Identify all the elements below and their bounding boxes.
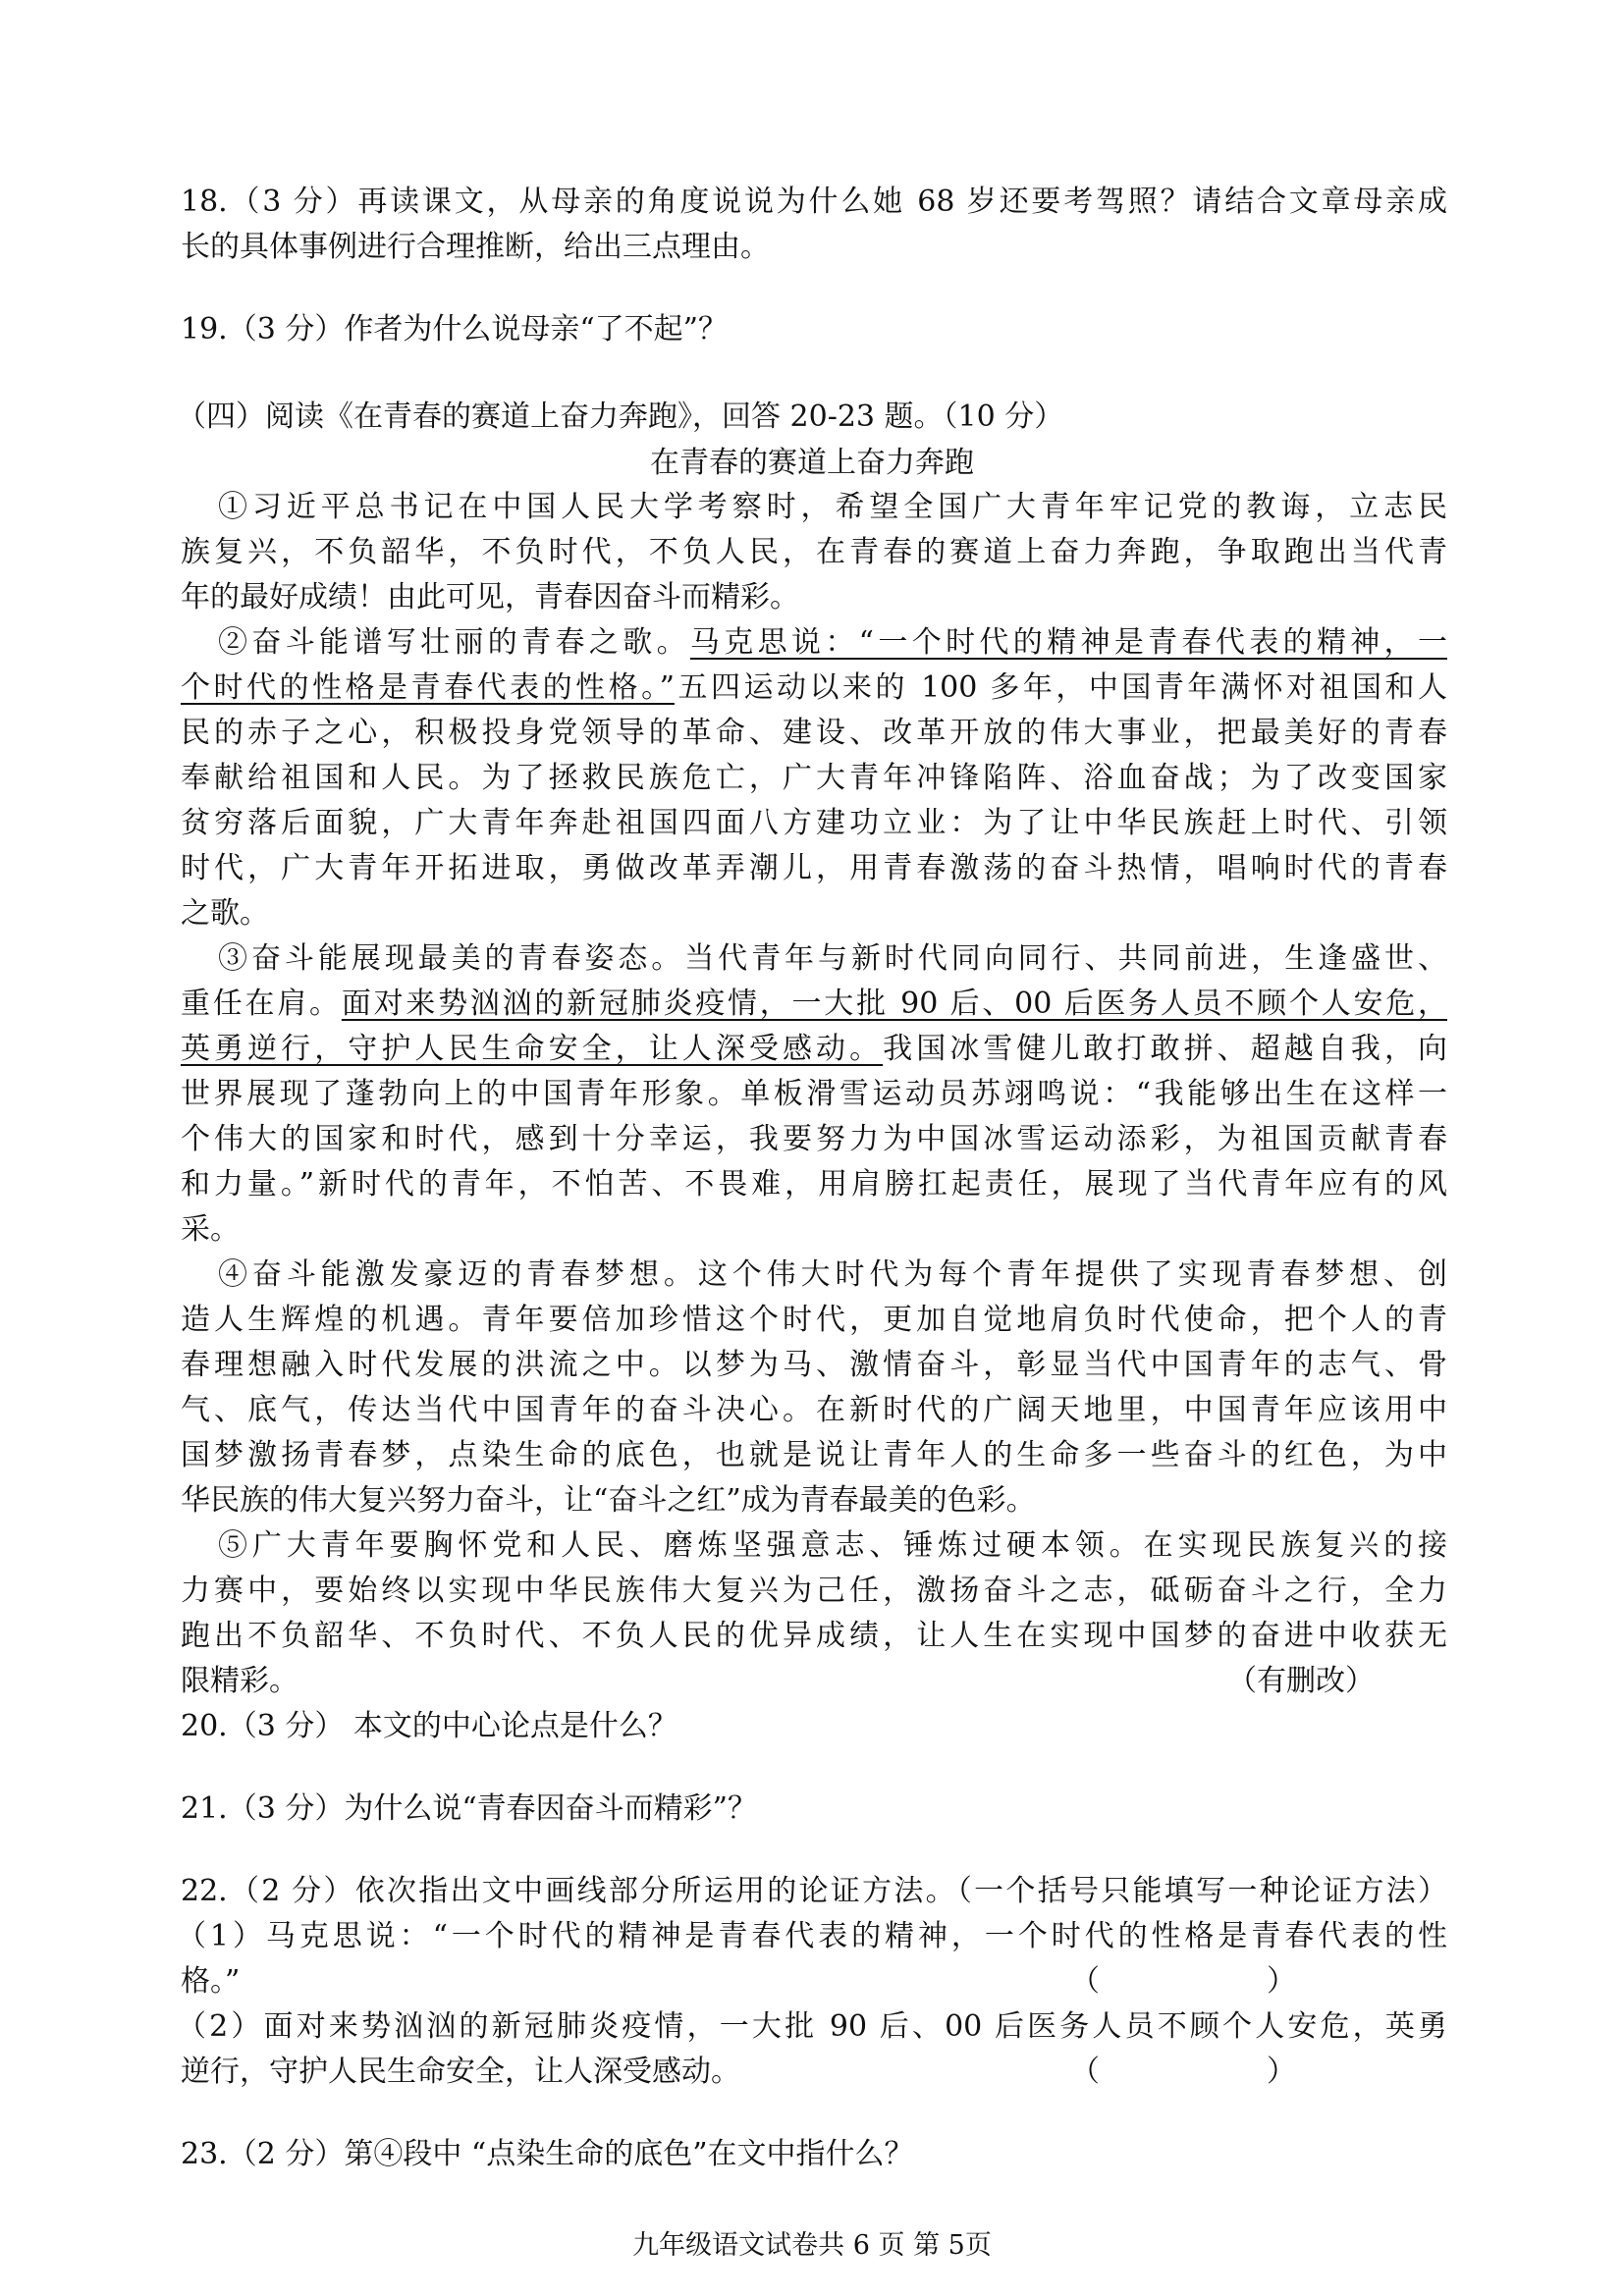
q22-item-1-line-1: （1）马克思说：“一个时代的精神是青春代表的精神，一个时代的性格是青春代表的性 (177, 1919, 1447, 1953)
q18-line-1: 18.（3 分）再读课文，从母亲的角度说说为什么她 68 岁还要考驾照？请结合文章母亲成 (181, 185, 1447, 219)
q22-stem: 22.（2 分）依次指出文中画线部分所运用的论证方法。（一个括号只能填写一种论证方法） (181, 1874, 1447, 1908)
p2-line-3: 民的赤子之心，积极投身党领导的革命、建设、改革开放的伟大事业，把最美好的青春 (181, 716, 1447, 750)
p4-line-1: ④奋斗能激发豪迈的青春梦想。这个伟大时代为每个青年提供了实现青春梦想、创 (218, 1257, 1447, 1292)
q22-item-1-paren-open: （ (1070, 1964, 1100, 1999)
p2-line-5: 贫穷落后面貌，广大青年奔赴祖国四面八方建功立业：为了让中华民族赶上时代、引领 (181, 806, 1447, 840)
p4-line-5: 国梦激扬青春梦，点染生命的底色，也就是说让青年人的生命多一些奋斗的红色，为中 (181, 1438, 1447, 1472)
q22-item-1-line-2: 格。” (181, 1964, 241, 1999)
p5-line-2: 力赛中，要始终以实现中华民族伟大复兴为己任，激扬奋斗之志，砥砺奋斗之行，全力 (181, 1574, 1447, 1608)
q22-item-2-line-1: （2）面对来势汹汹的新冠肺炎疫情，一大批 90 后、00 后医务人员不顾个人安危，英勇 (177, 2009, 1447, 2044)
p2-line-2b: 五四运动以来的 100 多年，中国青年满怀对祖国和人 (674, 670, 1447, 705)
q20-question: 20.（3 分） 本文的中心论点是什么？ (181, 1709, 677, 1743)
p1-line-3: 年的最好成绩！由此可见，青春因奋斗而精彩。 (181, 580, 799, 614)
p3-underline-2: 英勇逆行，守护人民生命安全，让人深受感动。 (181, 1032, 884, 1066)
p3-line-3b: 我国冰雪健儿敢打敢拼、超越自我，向 (883, 1032, 1448, 1066)
p2-line-6: 时代，广大青年开拓进取，勇做改革弄潮儿，用青春激荡的奋斗热情，唱响时代的青春 (181, 851, 1447, 885)
q19-question: 19.（3 分）作者为什么说母亲“了不起”？ (181, 312, 729, 347)
p2-line-2 (181, 666, 1447, 711)
p4-line-6: 华民族的伟大复兴努力奋斗，让“奋斗之红”成为青春最美的色彩。 (181, 1483, 1036, 1518)
q22-item-2-paren-open: （ (1070, 2055, 1100, 2089)
article-title: 在青春的赛道上奋力奔跑 (650, 446, 974, 480)
p1-line-1: ①习近平总书记在中国人民大学考察时，希望全国广大青年牢记党的教诲，立志民 (218, 490, 1447, 524)
p3-line-2a: 重任在肩。 (181, 987, 342, 1021)
p2-line-1a: ②奋斗能谱写壮丽的青春之歌。 (218, 625, 690, 660)
section-4-header: （四）阅读《在青春的赛道上奋力奔跑》，回答 20-23 题。（10 分） (177, 400, 1064, 434)
p3-line-1: ③奋斗能展现最美的青春姿态。当代青年与新时代同向同行、共同前进，生逢盛世、 (218, 941, 1447, 976)
q22-item-2-paren-close: ） (1267, 2055, 1296, 2089)
p3-line-7: 采。 (181, 1212, 240, 1247)
q21-question: 21.（3 分）为什么说“青春因奋斗而精彩”？ (181, 1791, 758, 1826)
page-footer: 九年级语文试卷共 6 页 第 5页 (632, 2230, 992, 2261)
p5-line-3: 跑出不负韶华、不负时代、不负人民的优异成绩，让人生在实现中国梦的奋进中收获无 (181, 1619, 1447, 1653)
p1-line-2: 族复兴，不负韶华，不负时代，不负人民，在青春的赛道上奋力奔跑，争取跑出当代青 (181, 535, 1447, 569)
p4-line-2: 造人生辉煌的机遇。青年要倍加珍惜这个时代，更加自觉地肩负时代使命，把个人的青 (181, 1303, 1447, 1337)
q18-line-2: 长的具体事例进行合理推断，给出三点理由。 (181, 230, 770, 264)
q23-question: 23.（2 分）第④段中 “点染生命的底色”在文中指什么？ (181, 2137, 914, 2171)
p4-line-4: 气、底气，传达当代中国青年的奋斗决心。在新时代的广阔天地里，中国青年应该用中 (181, 1393, 1447, 1427)
q22-item-2-line-2: 逆行，守护人民生命安全，让人深受感动。 (181, 2055, 740, 2089)
p2-line-7: 之歌。 (181, 896, 269, 931)
p3-underline-1: 面对来势汹汹的新冠肺炎疫情，一大批 90 后、00 后医务人员不顾个人安危， (341, 987, 1447, 1021)
p3-line-6: 和力量。”新时代的青年，不怕苦、不畏难，用肩膀扛起责任，展现了当代青年应有的风 (181, 1167, 1447, 1201)
p5-line-1: ⑤广大青年要胸怀党和人民、磨炼坚强意志、锤炼过硬本领。在实现民族复兴的接 (218, 1528, 1447, 1563)
p3-line-4: 世界展现了蓬勃向上的中国青年形象。单板滑雪运动员苏翊鸣说：“我能够出生在这样一 (181, 1077, 1447, 1111)
p5-line-4: 限精彩。 (181, 1664, 298, 1698)
p2-underline-quote-2: 个时代的性格是青春代表的性格。” (181, 670, 675, 705)
p3-line-5: 个伟大的国家和时代，感到十分幸运，我要努力为中国冰雪运动添彩，为祖国贡献青春 (181, 1122, 1447, 1156)
p4-line-3: 春理想融入时代发展的洪流之中。以梦为马、激情奋斗，彰显当代中国青年的志气、骨 (181, 1348, 1447, 1382)
revision-note: （有删改） (1227, 1664, 1375, 1698)
p2-line-4: 奉献给祖国和人民。为了拯救民族危亡，广大青年冲锋陷阵、浴血奋战；为了改变国家 (181, 761, 1447, 795)
p2-underline-quote-1: 马克思说：“一个时代的精神是青春代表的精神，一 (689, 625, 1447, 660)
q22-item-1-paren-close: ） (1267, 1964, 1296, 1999)
p3-line-3 (181, 1027, 1447, 1072)
p3-line-2 (181, 982, 1447, 1027)
p2-line-1 (218, 620, 1447, 666)
